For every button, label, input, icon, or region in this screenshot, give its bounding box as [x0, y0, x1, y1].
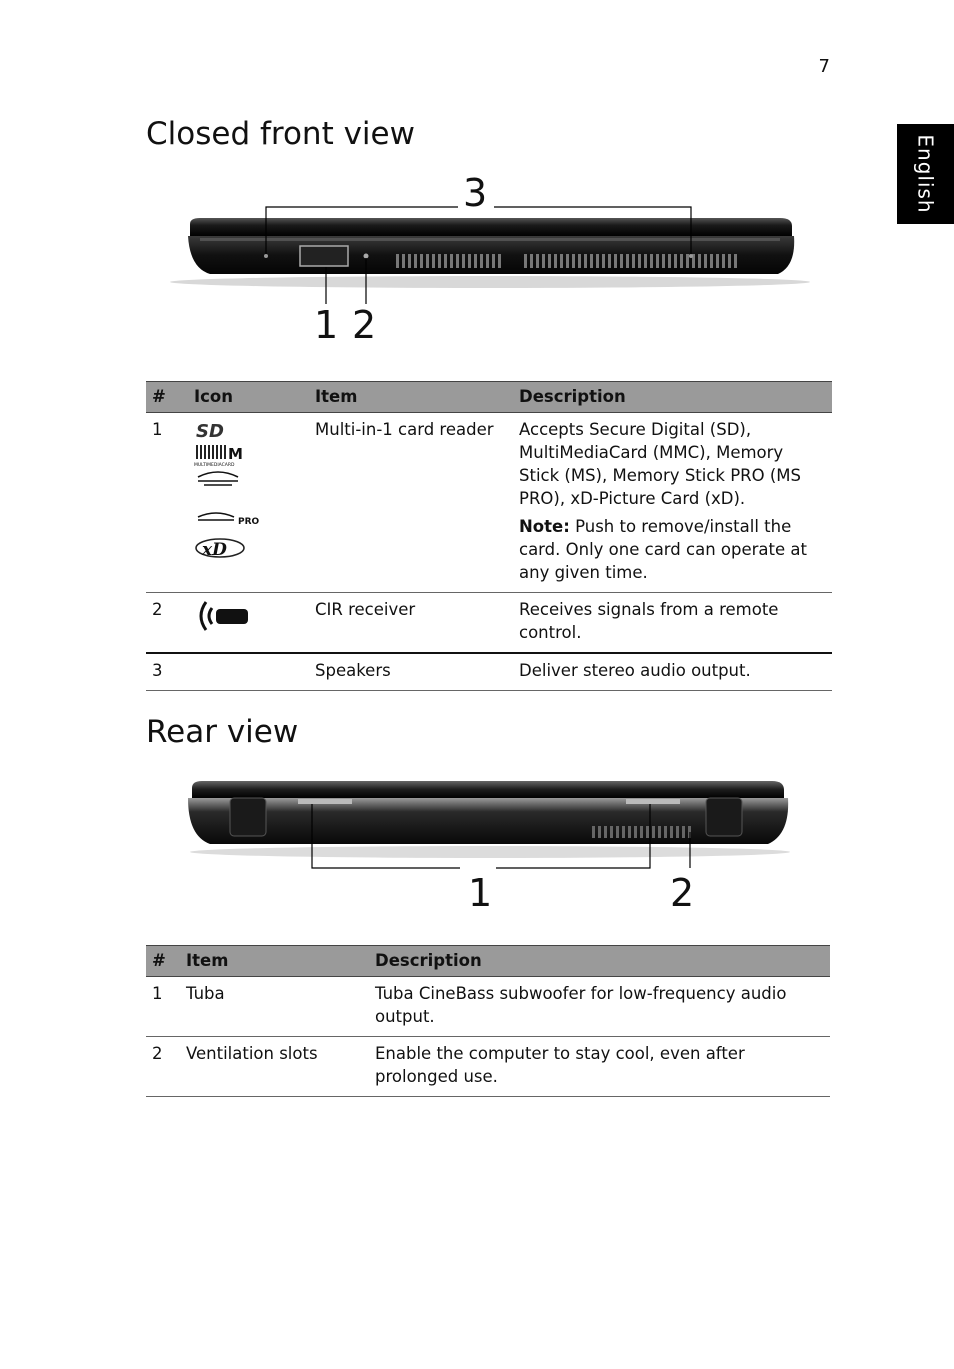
svg-text:MULTIMEDIACARD: MULTIMEDIACARD — [194, 463, 235, 468]
rear-callout-1: 1 — [468, 871, 493, 915]
cir-port — [364, 254, 369, 259]
col-header-number: # — [146, 382, 188, 413]
row-description: Receives signals from a remote control. — [513, 593, 832, 654]
row-item: Multi-in-1 card reader — [309, 413, 513, 593]
sd-mmc-ms-xd-icon — [194, 419, 274, 531]
svg-text:PRO: PRO — [238, 517, 260, 527]
language-tab — [897, 124, 954, 224]
rear-ventilation-slots — [592, 826, 691, 838]
table-row — [146, 653, 832, 691]
row-number: 3 — [146, 653, 188, 691]
front-view-illustration — [160, 170, 820, 350]
card-reader-icons — [188, 413, 309, 593]
front-callout-3: 3 — [463, 171, 488, 215]
row-icon-empty — [188, 653, 309, 691]
tuba-vent-right — [626, 799, 680, 804]
svg-text:SD: SD — [196, 421, 224, 442]
row-item: Ventilation slots — [180, 1037, 369, 1097]
front-view-title: Closed front view — [146, 116, 415, 152]
table-header-row — [146, 382, 832, 413]
table-header-row — [146, 946, 830, 977]
row-description — [513, 413, 832, 593]
row-item: CIR receiver — [309, 593, 513, 654]
front-view-table — [146, 381, 832, 691]
cir-icon-cell — [188, 593, 309, 654]
col-header-number: # — [146, 946, 180, 977]
table-row — [146, 1037, 830, 1097]
rear-view-table — [146, 945, 830, 1097]
page-number: 7 — [818, 56, 830, 77]
language-tab-label: English — [913, 134, 938, 214]
row-item: Tuba — [180, 977, 369, 1037]
col-header-description: Description — [369, 946, 830, 977]
svg-text:M: M — [228, 445, 243, 463]
rear-view-title: Rear view — [146, 714, 299, 750]
row-number: 2 — [146, 1037, 180, 1097]
svg-text:xD: xD — [202, 540, 227, 560]
card-reader-slot — [300, 246, 348, 266]
row-description: Enable the computer to stay cool, even after prolonged use. — [369, 1037, 830, 1097]
row-description: Deliver stereo audio output. — [513, 653, 832, 691]
col-header-description: Description — [513, 382, 832, 413]
row-number: 1 — [146, 977, 180, 1037]
row-number: 2 — [146, 593, 188, 654]
table-row — [146, 977, 830, 1037]
col-header-icon: Icon — [188, 382, 309, 413]
tuba-vent-left — [298, 799, 352, 804]
note-label: Note: — [519, 517, 570, 536]
xd-icon — [194, 535, 254, 561]
rear-callout-2: 2 — [670, 871, 695, 915]
note-body: Push to remove/install the card. Only one card can operate at any given time. — [519, 517, 807, 582]
row-number: 1 — [146, 413, 188, 593]
note-text — [519, 515, 826, 584]
col-header-item: Item — [309, 382, 513, 413]
cir-icon — [194, 598, 254, 634]
col-header-item: Item — [180, 946, 369, 977]
front-callout-1: 1 — [314, 303, 339, 347]
table-row — [146, 593, 832, 654]
description-text: Accepts Secure Digital (SD), MultiMediaCard (MMC), Memory Stick (MS), Memory Stick PRO (MS PRO), xD-Picture Card (xD). — [519, 420, 802, 508]
table-row — [146, 413, 832, 593]
row-item: Speakers — [309, 653, 513, 691]
front-callout-2: 2 — [352, 303, 377, 347]
row-description: Tuba CineBass subwoofer for low-frequency audio output. — [369, 977, 830, 1037]
